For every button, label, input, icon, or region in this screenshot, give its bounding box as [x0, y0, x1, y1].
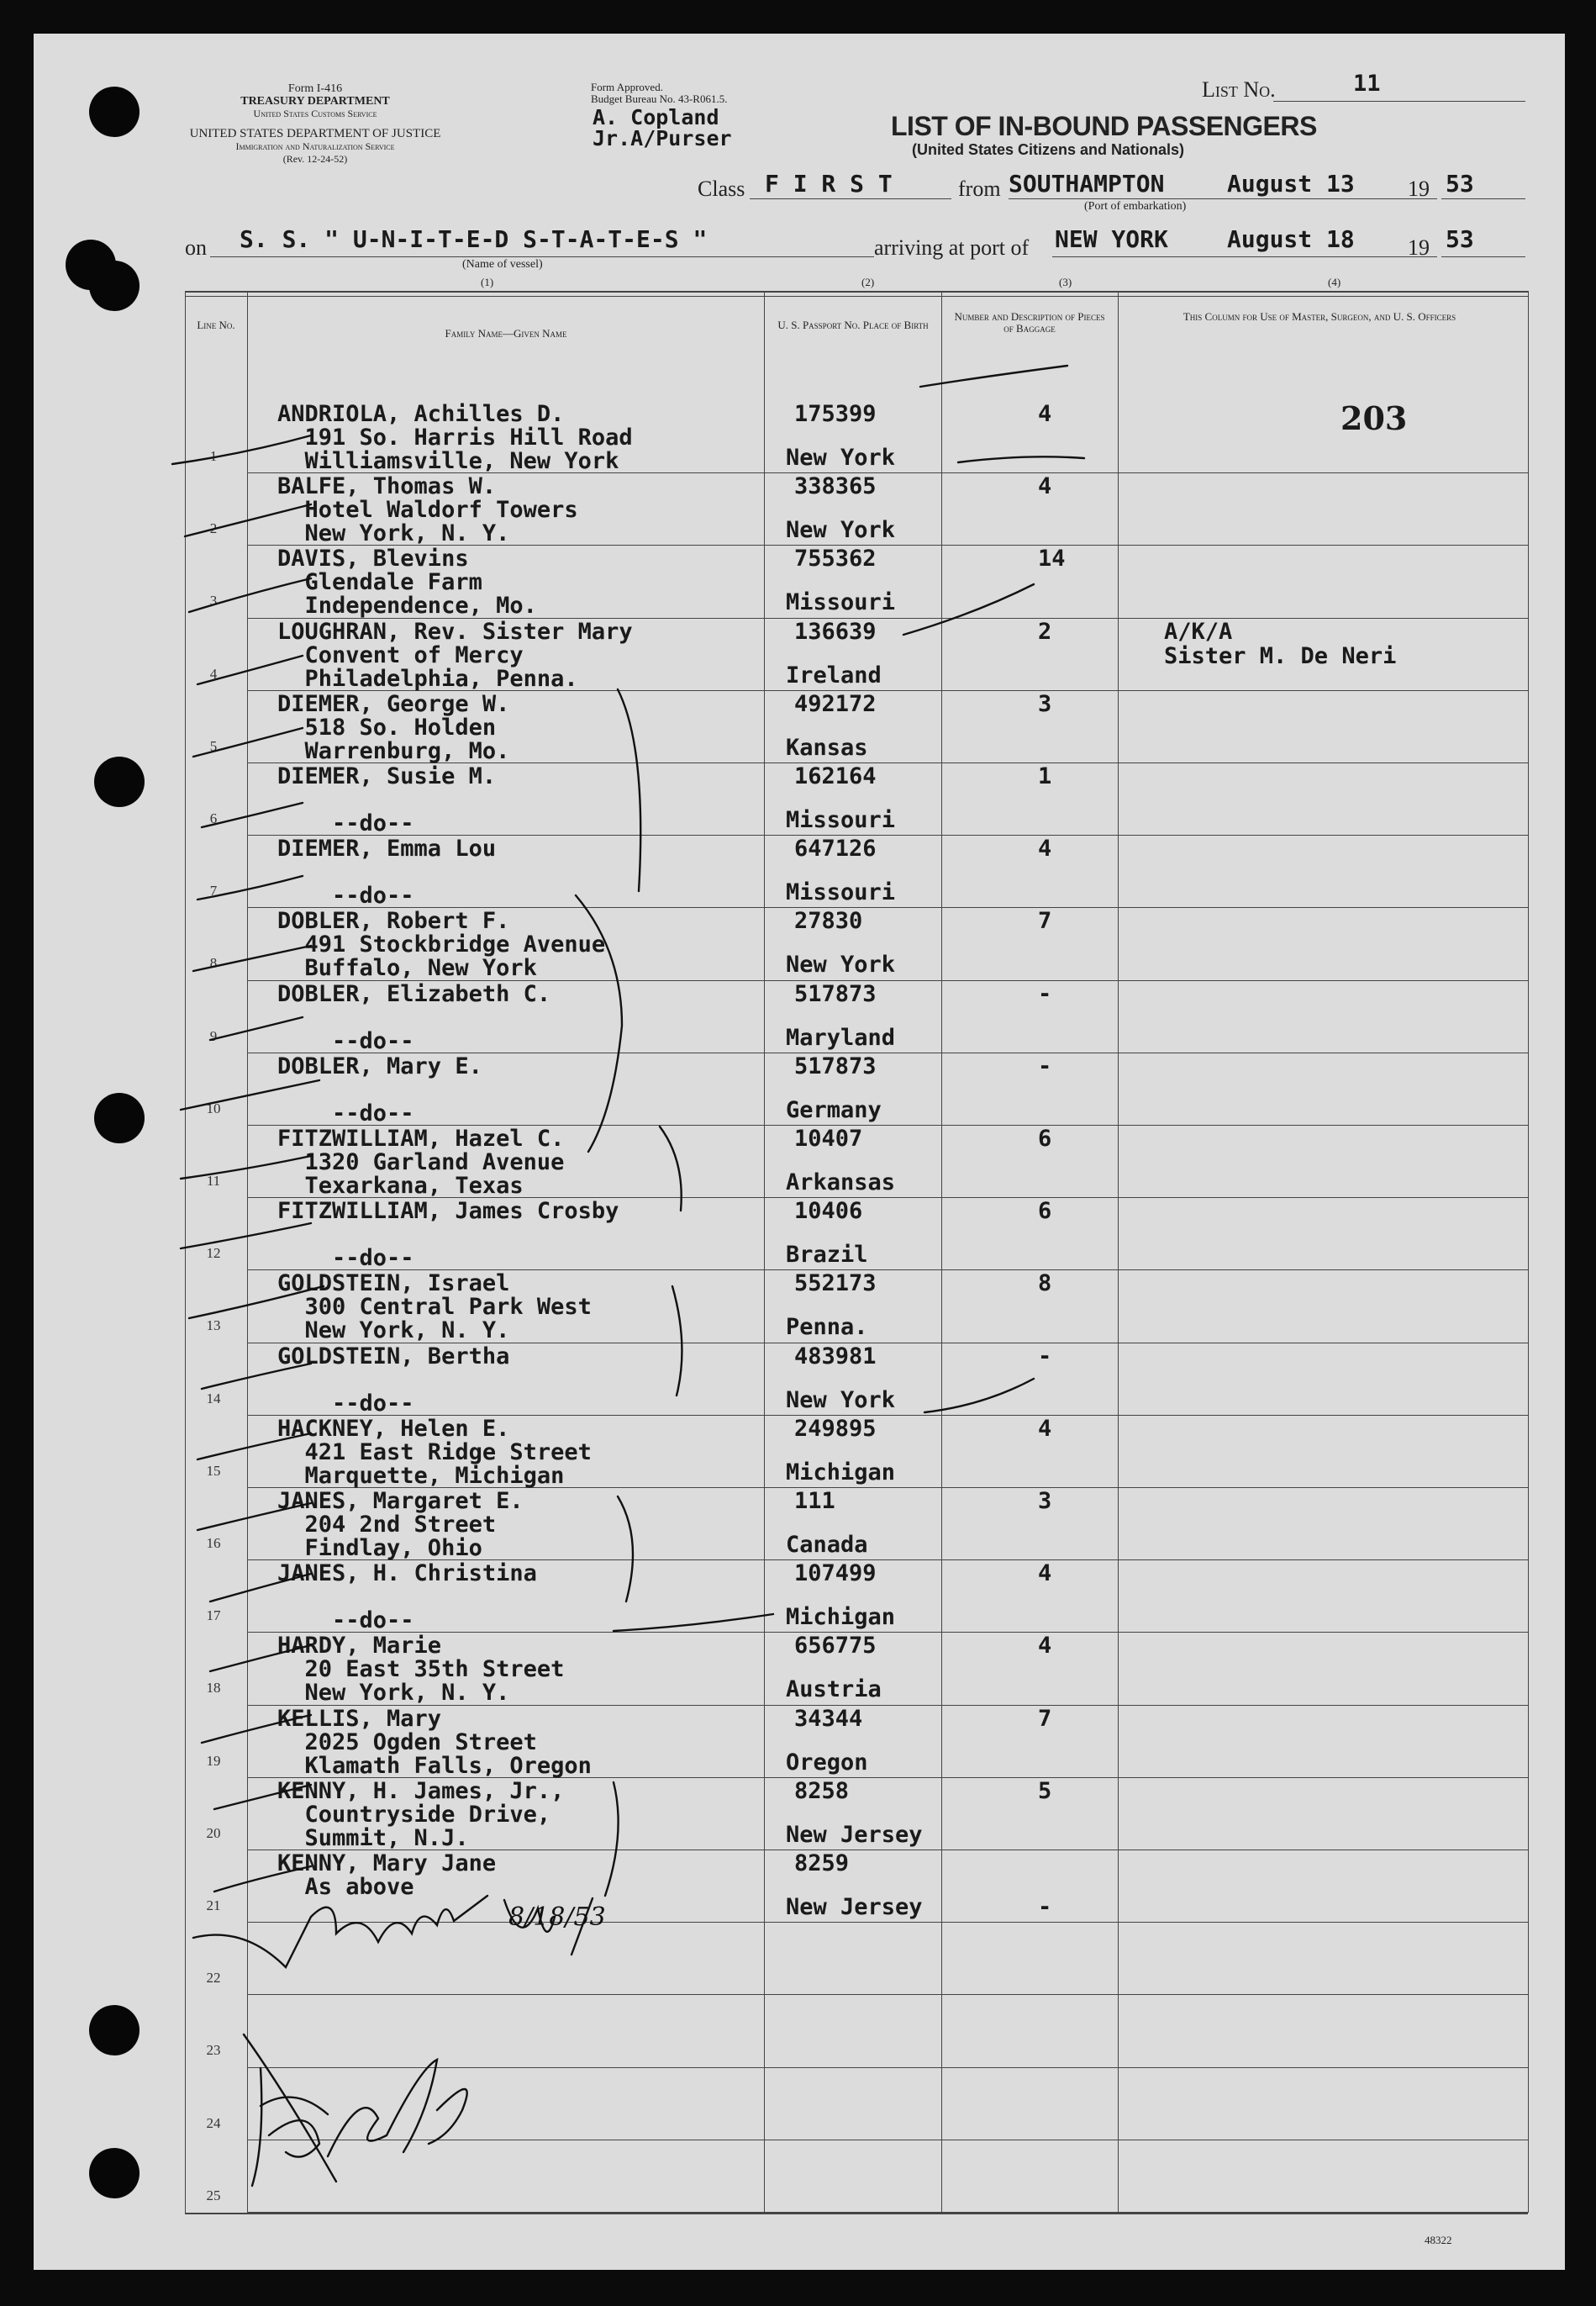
passenger-name: GOLDSTEIN, Bertha: [277, 1343, 510, 1369]
line-number: 7: [209, 883, 218, 900]
place-of-birth: Kansas: [786, 734, 868, 761]
passport-number: 107499: [794, 1560, 877, 1587]
passenger-address-line: New York, N. Y.: [277, 520, 510, 547]
punch-hole: [89, 261, 140, 311]
baggage-count: 14: [1038, 546, 1066, 573]
approval-line-1: Form Approved.: [591, 81, 663, 93]
passenger-address-line: --do--: [277, 1027, 414, 1054]
passenger-address-line: New York, N. Y.: [277, 1680, 510, 1707]
passenger-address-line: --do--: [277, 1245, 414, 1272]
class-value: F I R S T: [765, 170, 893, 198]
dept-line-4: Immigration and Naturalization Service: [235, 140, 395, 152]
place-of-birth: Missouri: [786, 589, 896, 616]
place-of-birth: Brazil: [786, 1242, 868, 1269]
passport-number: 755362: [794, 546, 877, 573]
dept-line-3: UNITED STATES DEPARTMENT OF JUSTICE: [189, 127, 441, 140]
departure-date: August 13: [1227, 170, 1355, 198]
place-of-birth: Michigan: [786, 1459, 896, 1485]
baggage-count: 4: [1038, 401, 1052, 427]
list-number: 11: [1353, 71, 1381, 97]
col-head-officers: This Column for Use of Master, Surgeon, and U. S. Officers: [1183, 310, 1456, 323]
col-head-name: Family Name—Given Name: [445, 327, 567, 340]
passenger-name: HACKNEY, Helen E.: [277, 1415, 510, 1442]
passenger-name: HARDY, Marie: [277, 1633, 442, 1660]
passenger-address-line: 20 East 35th Street: [277, 1656, 565, 1683]
line-number: 19: [206, 1752, 221, 1769]
place-of-birth: Ireland: [786, 662, 882, 689]
baggage-count: 4: [1038, 1560, 1052, 1587]
list-no-label: List No.: [1202, 77, 1276, 102]
baggage-count: 1: [1038, 763, 1052, 789]
place-of-birth: Maryland: [786, 1024, 896, 1051]
passport-number: 8259: [794, 1850, 850, 1876]
passenger-name: DOBLER, Robert F.: [277, 908, 510, 935]
place-of-birth: Austria: [786, 1676, 882, 1703]
passenger-address-line: --do--: [277, 1100, 414, 1127]
baggage-count: 6: [1038, 1126, 1052, 1152]
arrival-date: August 18: [1227, 225, 1355, 253]
punch-hole: [94, 1093, 145, 1143]
passenger-address-line: 491 Stockbridge Avenue: [277, 931, 606, 958]
passenger-address-line: As above: [277, 1874, 414, 1900]
inspector-stamp-date: 8/18/53: [508, 1902, 606, 1932]
passenger-name: FITZWILLIAM, James Crosby: [277, 1198, 619, 1225]
punch-hole: [89, 87, 140, 137]
line-number: 1: [209, 448, 218, 464]
passport-number: 27830: [794, 908, 863, 935]
baggage-count: 2: [1038, 618, 1052, 645]
passenger-name: KENNY, H. James, Jr.,: [277, 1777, 565, 1804]
col-head-baggage: Number and Description of Pieces of Baggage: [954, 310, 1105, 335]
passport-number: 517873: [794, 1053, 877, 1079]
line-number: 9: [209, 1027, 218, 1044]
passenger-address-line: Findlay, Ohio: [277, 1535, 482, 1561]
class-label: Class: [698, 177, 745, 201]
line-number: 11: [206, 1173, 221, 1189]
passport-number: 338365: [794, 473, 877, 500]
passenger-address-line: Williamsville, New York: [277, 448, 619, 474]
place-of-birth: New York: [786, 952, 896, 979]
passport-number: 647126: [794, 836, 877, 863]
line-number: 3: [209, 593, 218, 609]
passport-number: 162164: [794, 763, 877, 789]
passenger-name: JANES, H. Christina: [277, 1560, 537, 1587]
place-of-birth: Missouri: [786, 807, 896, 833]
line-number: 13: [206, 1317, 221, 1334]
place-of-birth: New York: [786, 517, 896, 544]
baggage-count: 7: [1038, 1705, 1052, 1732]
passenger-name: DIEMER, Susie M.: [277, 763, 497, 789]
officer-note: A/K/A Sister M. De Neri: [1164, 618, 1397, 669]
passport-number: 111: [794, 1488, 835, 1514]
dept-line-1: TREASURY DEPARTMENT: [240, 95, 390, 108]
place-of-birth: Canada: [786, 1532, 868, 1558]
baggage-count: 3: [1038, 690, 1052, 717]
baggage-count: -: [1038, 1343, 1052, 1369]
line-number: 25: [206, 2187, 221, 2203]
line-number: 5: [209, 737, 218, 754]
line-number: 2: [209, 520, 218, 537]
place-of-birth: Arkansas: [786, 1169, 896, 1195]
col-number-1: (1): [481, 276, 494, 288]
col-head-line: Line No.: [197, 319, 235, 331]
line-number: 14: [206, 1390, 221, 1406]
line-number: 6: [209, 810, 218, 826]
place-of-birth: Germany: [786, 1096, 882, 1123]
on-label: on: [185, 235, 207, 260]
line-number: 18: [206, 1680, 221, 1697]
passenger-name: ANDRIOLA, Achilles D.: [277, 401, 565, 427]
place-of-birth: Penna.: [786, 1314, 868, 1341]
baggage-count: 5: [1038, 1777, 1052, 1804]
passenger-address-line: 421 East Ridge Street: [277, 1438, 592, 1465]
passenger-address-line: New York, N. Y.: [277, 1317, 510, 1344]
port-embark-caption: (Port of embarkation): [1084, 200, 1187, 213]
place-of-birth: New York: [786, 1386, 896, 1413]
manifest-sheet: [34, 34, 1565, 2270]
port-of-embarkation: SOUTHAMPTON: [1009, 170, 1165, 198]
passenger-address-line: 518 So. Holden: [277, 714, 497, 741]
punch-hole: [89, 2148, 140, 2198]
passenger-name: JANES, Margaret E.: [277, 1488, 524, 1514]
depart-year-prefix: 19: [1408, 177, 1430, 201]
passenger-name: DAVIS, Blevins: [277, 546, 469, 573]
vessel-name: S. S. " U-N-I-T-E-D S-T-A-T-E-S ": [240, 225, 708, 253]
baggage-count: 7: [1038, 908, 1052, 935]
purser-line-1: A. Copland: [593, 105, 719, 129]
baggage-count: -: [1038, 980, 1052, 1007]
passenger-address-line: Summit, N.J.: [277, 1824, 469, 1851]
baggage-count: 3: [1038, 1488, 1052, 1514]
passenger-address-line: --do--: [277, 810, 414, 836]
baggage-count: 4: [1038, 1633, 1052, 1660]
dept-line-2: United States Customs Service: [253, 108, 377, 119]
baggage-count: 4: [1038, 1415, 1052, 1442]
passport-number: 492172: [794, 690, 877, 717]
col-head-passport: U. S. Passport No. Place of Birth: [777, 319, 929, 331]
passenger-address-line: 1320 Garland Avenue: [277, 1149, 565, 1175]
passenger-address-line: Countryside Drive,: [277, 1801, 551, 1828]
passenger-name: DOBLER, Mary E.: [277, 1053, 482, 1079]
passenger-address-line: Independence, Mo.: [277, 593, 537, 620]
from-label: from: [958, 177, 1001, 201]
page-subtitle: (United States Citizens and Nationals): [912, 141, 1185, 158]
page-title: LIST OF IN-BOUND PASSENGERS: [891, 111, 1317, 141]
line-number: 16: [206, 1535, 221, 1551]
departure-year: 53: [1446, 170, 1474, 198]
passenger-address-line: Philadelphia, Penna.: [277, 665, 578, 692]
line-number: 21: [206, 1897, 221, 1913]
passport-number: 34344: [794, 1705, 863, 1732]
passport-number: 249895: [794, 1415, 877, 1442]
passenger-name: DOBLER, Elizabeth C.: [277, 980, 551, 1007]
arrival-year: 53: [1446, 225, 1474, 253]
baggage-count: 4: [1038, 836, 1052, 863]
passenger-name: FITZWILLIAM, Hazel C.: [277, 1126, 565, 1152]
passenger-address-line: 204 2nd Street: [277, 1512, 497, 1538]
passport-number: 517873: [794, 980, 877, 1007]
approval-line-2: Budget Bureau No. 43-R061.5.: [591, 92, 728, 105]
passport-number: 483981: [794, 1343, 877, 1369]
passenger-name: KELLIS, Mary: [277, 1705, 442, 1732]
officer-count: 203: [1341, 399, 1408, 437]
passenger-name: KENNY, Mary Jane: [277, 1850, 497, 1876]
passenger-address-line: Marquette, Michigan: [277, 1462, 565, 1489]
place-of-birth: Missouri: [786, 879, 896, 906]
passenger-address-line: --do--: [277, 1607, 414, 1634]
col-number-4: (4): [1328, 276, 1341, 288]
passenger-address-line: 300 Central Park West: [277, 1294, 592, 1321]
passenger-address-line: Convent of Mercy: [277, 641, 524, 668]
line-number: 22: [206, 1970, 221, 1987]
passport-number: 656775: [794, 1633, 877, 1660]
place-of-birth: Oregon: [786, 1749, 868, 1776]
passenger-address-line: --do--: [277, 1390, 414, 1417]
line-number: 4: [209, 665, 218, 682]
arrival-year-prefix: 19: [1408, 235, 1430, 260]
line-number: 23: [206, 2042, 221, 2059]
line-number: 20: [206, 1824, 221, 1841]
passport-number: 175399: [794, 401, 877, 427]
passenger-name: GOLDSTEIN, Israel: [277, 1270, 510, 1297]
col-number-3: (3): [1059, 276, 1072, 288]
place-of-birth: New York: [786, 445, 896, 471]
passport-number: 136639: [794, 618, 877, 645]
passenger-address-line: Texarkana, Texas: [277, 1173, 524, 1199]
baggage-count: 4: [1038, 473, 1052, 500]
col-number-2: (2): [861, 276, 875, 288]
purser-line-2: Jr.A/Purser: [593, 126, 732, 150]
passenger-name: DIEMER, Emma Lou: [277, 836, 497, 863]
passenger-address-line: Buffalo, New York: [277, 955, 537, 982]
place-of-birth: Michigan: [786, 1604, 896, 1631]
passenger-address-line: Glendale Farm: [277, 569, 482, 596]
punch-hole: [89, 2005, 140, 2055]
line-number: 8: [209, 955, 218, 972]
passenger-address-line: 2025 Ogden Street: [277, 1728, 537, 1755]
line-number: 15: [206, 1462, 221, 1479]
passport-number: 10407: [794, 1126, 863, 1152]
passport-number: 10406: [794, 1198, 863, 1225]
vessel-caption: (Name of vessel): [462, 258, 543, 271]
passenger-address-line: Hotel Waldorf Towers: [277, 497, 578, 524]
passenger-address-line: Warrenburg, Mo.: [277, 737, 510, 764]
punch-hole: [94, 757, 145, 807]
baggage-count: 8: [1038, 1270, 1052, 1297]
passport-number: 552173: [794, 1270, 877, 1297]
arrival-port: NEW YORK: [1055, 225, 1168, 253]
baggage-count: -: [1038, 1053, 1052, 1079]
line-number: 10: [206, 1100, 221, 1116]
arriving-label: arriving at port of: [874, 235, 1030, 260]
baggage-count: 6: [1038, 1198, 1052, 1225]
line-number: 24: [206, 2114, 221, 2131]
handwritten-check-marks: [34, 34, 1565, 2270]
place-of-birth: New Jersey: [786, 1894, 923, 1920]
passenger-address-line: Klamath Falls, Oregon: [277, 1752, 592, 1779]
form-number: Form I-416: [287, 82, 343, 95]
passenger-address-line: --do--: [277, 883, 414, 910]
line-number: 12: [206, 1245, 221, 1262]
baggage-count: -: [1038, 1894, 1052, 1920]
line-number: 17: [206, 1607, 221, 1624]
passenger-name: LOUGHRAN, Rev. Sister Mary: [277, 618, 633, 645]
footer-code: 48322: [1425, 2234, 1452, 2246]
passport-number: 8258: [794, 1777, 850, 1804]
passenger-address-line: 191 So. Harris Hill Road: [277, 425, 633, 451]
place-of-birth: New Jersey: [786, 1821, 923, 1848]
passenger-name: BALFE, Thomas W.: [277, 473, 497, 500]
passenger-name: DIEMER, George W.: [277, 690, 510, 717]
dept-line-5: (Rev. 12-24-52): [282, 153, 348, 165]
